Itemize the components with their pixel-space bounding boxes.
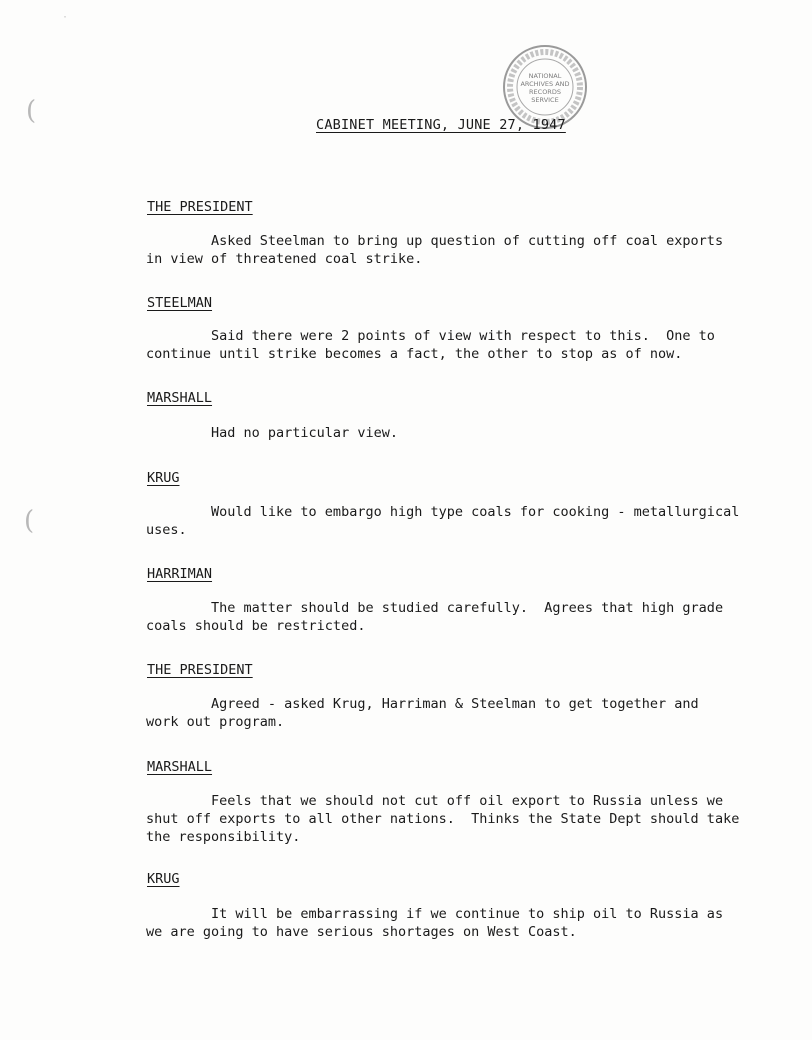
statement-line: coals should be restricted. <box>146 618 366 634</box>
statement-line: in view of threatened coal strike. <box>146 251 423 267</box>
stamp-line-4: SERVICE <box>531 96 559 104</box>
paper-speck: · <box>62 12 69 23</box>
speaker-heading: MARSHALL <box>147 759 213 775</box>
speaker-heading: THE PRESIDENT <box>147 199 253 215</box>
statement-paragraph <box>146 503 746 539</box>
stamp-line-3: RECORDS <box>529 88 561 96</box>
statement-paragraph <box>146 695 746 731</box>
statement-paragraph <box>146 424 746 442</box>
speaker-heading: KRUG <box>147 470 180 486</box>
speaker-heading: HARRIMAN <box>147 566 213 582</box>
speaker-heading: THE PRESIDENT <box>147 662 253 678</box>
statement-paragraph <box>146 232 746 268</box>
statement-line: It will be embarrassing if we continue to ship oil to Russia as <box>146 906 724 922</box>
statement-paragraph <box>146 327 746 363</box>
statement-line: uses. <box>146 522 187 538</box>
statement-line: Said there were 2 points of view with respect to this. One to <box>146 328 715 344</box>
statement-line: continue until strike becomes a fact, the other to stop as of now. <box>146 346 683 362</box>
speaker-heading: KRUG <box>147 871 180 887</box>
stamp-text <box>502 72 588 104</box>
stamp-line-2: ARCHIVES AND <box>520 80 570 88</box>
statement-line: Agreed - asked Krug, Harriman & Steelman to get together and <box>146 696 699 712</box>
statement-line: Feels that we should not cut off oil export to Russia unless we <box>146 793 724 809</box>
statement-paragraph <box>146 905 746 941</box>
statement-line: we are going to have serious shortages on West Coast. <box>146 924 577 940</box>
binder-hole-mark-bottom: ( <box>24 506 35 536</box>
statement-line: work out program. <box>146 714 285 730</box>
statement-paragraph <box>146 792 746 846</box>
speaker-heading: MARSHALL <box>147 390 213 406</box>
stamp-line-1: NATIONAL <box>528 72 562 80</box>
statement-line: Had no particular view. <box>146 425 398 441</box>
statement-line: The matter should be studied carefully. Agrees that high grade <box>146 600 724 616</box>
statement-line: Asked Steelman to bring up question of cutting off coal exports <box>146 233 724 249</box>
statement-line: the responsibility. <box>146 829 301 845</box>
speaker-heading: STEELMAN <box>147 295 213 311</box>
page-title: CABINET MEETING, JUNE 27, 1947 <box>316 117 566 133</box>
statement-line: shut off exports to all other nations. Thinks the State Dept should take <box>146 811 740 827</box>
statement-line: Would like to embargo high type coals for cooking - metallurgical <box>146 504 740 520</box>
binder-hole-mark-top: ( <box>26 96 37 126</box>
statement-paragraph <box>146 599 746 635</box>
